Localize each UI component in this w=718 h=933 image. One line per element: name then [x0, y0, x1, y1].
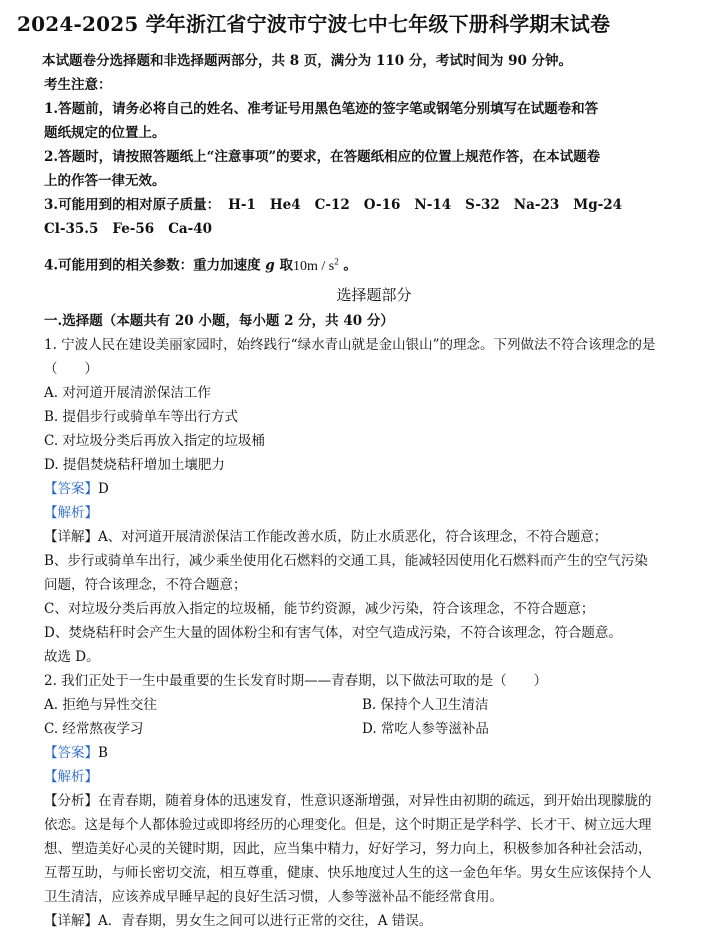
q1-detail-2-line-2: 问题，符合该理念，不符合题意；: [44, 576, 247, 593]
gravity-value-text: 10m / s: [292, 258, 335, 274]
q1-detail-3: C、对垃圾分类后再放入指定的垃圾桶，能节约资源，减少污染，符合该理念，不符合题意；: [44, 600, 595, 617]
atomic-mass: Na-23: [513, 197, 560, 213]
gravity-exponent: 2: [334, 256, 339, 266]
atomic-mass: S-32: [465, 197, 500, 213]
notice-2-line-1: 2.答题时，请按照答题纸上“注意事项”的要求，在答题纸相应的位置上规范作答，在本试题卷: [44, 149, 601, 165]
notice-2-line-2: 上的作答一律无效。: [44, 173, 166, 189]
q2-option-c: C. 经常熬夜学习: [44, 720, 144, 737]
q2-option-d: D. 常吃人参等滋补品: [362, 720, 489, 737]
atomic-mass: O-16: [363, 197, 401, 213]
notice-4-parameter: [44, 249, 704, 279]
notice-title: 考生注意：: [44, 77, 112, 93]
atomic-mass: He4: [269, 197, 301, 213]
atomic-mass: Fe-56: [112, 221, 155, 237]
notice-4-end: 。: [343, 257, 357, 274]
q1-answer-value: D: [98, 480, 109, 497]
q1-stem-line-2: （ ）: [44, 360, 98, 377]
detail-tag: 【详解】: [44, 528, 98, 545]
q1-option-b: B. 提倡步行或骑单车等出行方式: [44, 408, 239, 425]
notice-1-line-1: 1.答题前，请务必将自己的姓名、准考证号用黑色笔迹的签字笔或钢笔分别填写在试题卷和答: [44, 101, 599, 117]
atomic-mass: Ca-40: [168, 221, 213, 237]
fenxi-tag: 【分析】: [44, 792, 98, 809]
q2-fenxi-2: 依恋。这是每个人都体验过或即将经历的心理变化。但是，这个时期正是学科学、长才干、树立远大理: [44, 816, 652, 833]
q1-detail-2-line-1: B、步行或骑单车出行，减少乘坐使用化石燃料的交通工具，能减轻因使用化石燃料而产生的空气污染: [44, 552, 648, 569]
q2-answer: [44, 741, 704, 765]
q1-option-d: D. 提倡焚烧秸秆增加土壤肥力: [44, 456, 225, 473]
gravity-symbol: g: [265, 257, 275, 274]
q1-analysis-tag: 【解析】: [44, 504, 98, 521]
notice-3-atomic-masses: [44, 193, 704, 217]
notice-4-take: 取: [279, 257, 293, 274]
atomic-mass: Cl-35.5: [44, 221, 99, 237]
q2-answer-value: B: [98, 744, 108, 761]
gravity-value: [292, 256, 339, 274]
atomic-mass: C-12: [314, 197, 350, 213]
part-one-heading: 一.选择题（本题共有 20 小题，每小题 2 分，共 40 分）: [44, 312, 394, 329]
q2-detail-1: [44, 909, 704, 933]
q2-fenxi-4: 互帮互助，与师长密切交流，相互尊重，健康、快乐地度过人生的这一金色年华。男女生应该保持个人: [44, 864, 652, 881]
q1-option-c: C. 对垃圾分类后再放入指定的垃圾桶: [44, 432, 265, 449]
q1-option-a: A. 对河道开展清淤保洁工作: [44, 384, 211, 401]
q2-options-row-1: [44, 693, 704, 717]
q2-options-row-2: [44, 717, 704, 741]
notice-3-label: 3.可能用到的相对原子质量：: [44, 197, 221, 213]
q2-stem: 2. 我们正处于一生中最重要的生长发育时期——青春期，以下做法可取的是（ ）: [44, 672, 548, 689]
q2-option-b: B. 保持个人卫生清洁: [362, 696, 489, 713]
section-heading: 选择题部分: [336, 285, 412, 304]
detail-tag: 【详解】: [44, 912, 98, 929]
answer-tag: 【答案】: [44, 744, 98, 761]
atomic-mass: N-14: [414, 197, 452, 213]
q1-conclusion: 故选 D。: [44, 648, 100, 665]
atomic-mass: H-1: [228, 197, 256, 213]
notice-4-prefix: 4.可能用到的相关参数：重力加速度: [44, 257, 261, 274]
q1-detail-1: [44, 525, 704, 549]
q2-fenxi-3: 想、塑造美好心灵的关键时期，因此，应当集中精力，好好学习，努力向上，积极参加各种社会活动，: [44, 840, 652, 857]
atomic-mass: Mg-24: [573, 197, 623, 213]
q1-answer: [44, 477, 704, 501]
q1-stem-line-1: 1. 宁波人民在建设美丽家园时，始终践行“绿水青山就是金山银山”的理念。下列做法不符合该理念的是: [44, 336, 656, 353]
exam-intro: 本试题卷分选择题和非选择题两部分，共 8 页，满分为 110 分，考试时间为 90 分钟。: [42, 53, 573, 69]
q1-detail-4: D、焚烧秸秆时会产生大量的固体粉尘和有害气体，对空气造成污染，不符合该理念，符合题意。: [44, 624, 622, 641]
answer-tag: 【答案】: [44, 480, 98, 497]
notice-1-line-2: 题纸规定的位置上。: [44, 125, 166, 141]
exam-title: 2024-2025 学年浙江省宁波市宁波七中七年级下册科学期末试卷: [17, 12, 611, 36]
q2-detail-1-text: A．青春期，男女生之间可以进行正常的交往，A 错误。: [98, 912, 433, 929]
q1-detail-1-text: A、对河道开展清淤保洁工作能改善水质，防止水质恶化，符合该理念，不符合题意；: [98, 528, 608, 545]
atomic-masses-row-2: [44, 217, 704, 241]
q2-analysis-tag: 【解析】: [44, 768, 98, 785]
q2-option-a: A. 拒绝与异性交往: [44, 696, 157, 713]
q2-fenxi-1-text: 在青春期，随着身体的迅速发育，性意识逐渐增强，对异性由初期的疏远，到开始出现朦胧的: [98, 792, 652, 809]
q2-fenxi-5: 卫生清洁，应该养成早睡早起的良好生活习惯，人参等滋补品不能经常食用。: [44, 888, 503, 905]
q2-fenxi-1: [44, 789, 704, 813]
